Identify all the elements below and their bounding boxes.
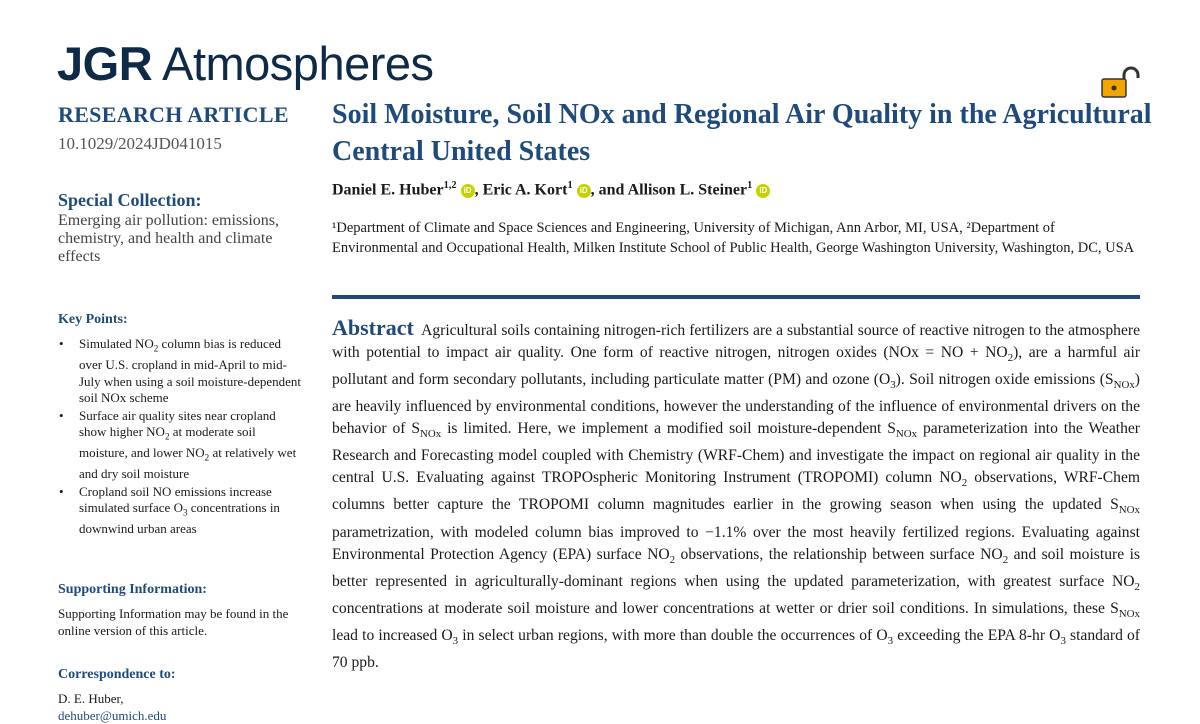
- correspondence-heading: Correspondence to:: [58, 666, 176, 682]
- author-affil-sup: 1: [747, 180, 753, 191]
- key-point: • Surface air quality sites near cropland show higher $NO_2$ at moderate soil moisture, and lower $NO_2$ at relatively wet and dry soil moisture: [58, 408, 303, 483]
- orcid-icon[interactable]: iD: [756, 184, 770, 198]
- correspondence-details: [58, 690, 303, 724]
- orcid-icon[interactable]: iD: [461, 184, 475, 198]
- author-affil-sup: 1,2: [443, 180, 457, 191]
- key-point: • Cropland soil NO emissions increase simulated surface $O_3$ concentrations in downwind urban areas: [58, 484, 303, 538]
- abstract: Abstract Agricultural soils containing nitrogen-rich fertilizers are a substantial source of reactive nitrogen to the atmosphere with potential to impact air quality. One form of reactive nitrogen, nitrogen oxides (NOx = NO + $NO_2$), are a harmful air pollutant and form secondary pollutants, including particulate matter (PM) and ozone $(O_3)$. Soil nitrogen oxide emissions $(S_{NOx})$ are heavily influenced by environmental conditions, however the understanding of the influence of environmental drivers on the behavior of $S_{NOx}$ is limited. Here, we implement a modified soil moisture-dependent $S_{NOx}$ parameterization into the Weather Research and Forecasting model coupled with Chemistry (WRF-Chem) and investigate the impact on regional air quality in the central U.S. Evaluating against TROPOspheric Monitoring Instrument (TROPOMI) column $NO_2$ observations, WRF-Chem columns better capture the TROPOMI column magnitudes earlier in the growing season when using the updated $S_{NOx}$ parametrization, with modeled column bias improved to −1.1% over the most heavily fertilized regions. Evaluating against Environmental Protection Agency (EPA) surface $NO_2$ observations, the relationship between surface $NO_2$ and soil moisture is better represented in agriculturally-dominant regions when using the updated parameterization, with greatest surface $NO_2$ concentrations at moderate soil moisture and lower concentrations at wetter or drier soil conditions. In simulations, these $S_{NOx}$ lead to increased $O_3$ in select urban regions, with more than double the occurrences of $O_3$ exceeding the EPA 8-hr $O_3$ standard of 70 ppb.: [332, 315, 1141, 671]
- supporting-info-heading: Supporting Information:: [58, 581, 207, 597]
- correspondence-email[interactable]: dehuber@umich.edu: [58, 707, 167, 723]
- abstract-heading: Abstract: [332, 315, 414, 340]
- author-name[interactable]: Eric A. Kort: [482, 181, 568, 199]
- author-affil-sup: 1: [567, 180, 573, 191]
- special-collection-text: Emerging air pollution: emissions, chemistry, and health and climate effects: [58, 212, 280, 265]
- key-points-list: [58, 336, 303, 538]
- journal-logo: JGR Atmospheres: [57, 37, 434, 90]
- doi: 10.1029/2024JD041015: [58, 134, 222, 153]
- key-point: • Simulated $NO_2$ column bias is reduced over U.S. cropland in mid-April to mid-July when using a soil moisture-dependent soil NOx scheme: [58, 336, 303, 407]
- correspondence-name: D. E. Huber,: [58, 690, 124, 706]
- author-list: Daniel E. Huber$^{1,2}$ iD , Eric A. Kort$^1$ iD , and Allison L. Steiner$^1$ iD: [332, 180, 770, 199]
- special-collection-heading: Special Collection:: [58, 190, 202, 210]
- sidebar: [58, 104, 303, 724]
- open-access-lock-icon: [1100, 66, 1142, 98]
- header-divider: [332, 295, 1140, 299]
- article-type: RESEARCH ARTICLE: [58, 102, 289, 127]
- key-points-heading: Key Points:: [58, 312, 128, 327]
- affiliations: ¹Department of Climate and Space Sciences and Engineering, University of Michigan, Ann Arbor, MI, USA, ²Department of Environmental and Occupational Health, Milken Institute School of Public Health, George Washington University, Washington, DC, USA: [332, 220, 1135, 256]
- orcid-icon[interactable]: iD: [577, 184, 591, 198]
- article-title: Soil Moisture, Soil NOx and Regional Air Quality in the Agricultural Central United States: [332, 99, 1152, 167]
- author-name[interactable]: Allison L. Steiner: [627, 181, 748, 199]
- supporting-info-text: Supporting Information may be found in the online version of this article.: [58, 605, 289, 638]
- author-name[interactable]: Daniel E. Huber: [332, 181, 444, 199]
